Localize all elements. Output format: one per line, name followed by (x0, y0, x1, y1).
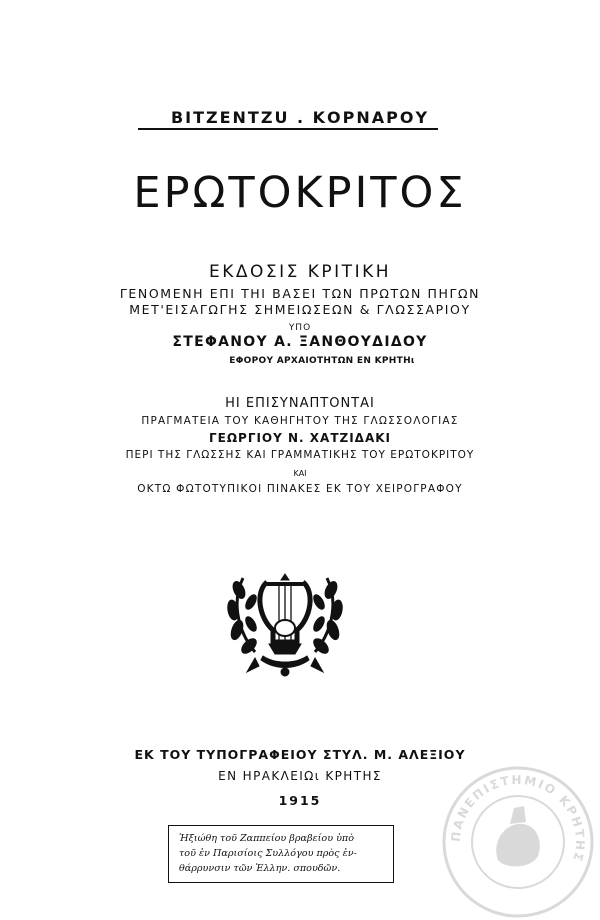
editor-name: ΣΤΕΦΑΝΟΥ Α. ΞΑΝΘΟΥΔΙΔΟΥ (172, 334, 428, 350)
printing-city: ΕΝ ΗΡΑΚΛΕΙΩι ΚΡΗΤΗΣ (218, 769, 382, 783)
lyre-ornament-icon (225, 568, 345, 680)
award-note-box (168, 825, 394, 883)
appendix-linguist: ΓΕΩΡΓΙΟΥ Ν. ΧΑΤΖΙΔΑΚΙ (208, 431, 392, 445)
award-note-line: τοῦ ἐν Παρισίοις Συλλόγου πρὸς ἐν- (179, 848, 357, 859)
stamp-text: ΠΑΝΕΠΙΣΤΗΜΙΟ ΚΡΗΤΗΣ (448, 772, 588, 865)
author-name: ΒΙΤΖΕΝΤΖU . ΚΟΡΝΑΡΟΥ (170, 108, 430, 127)
appendix-treatise: ΠΡΑΓΜΑΤΕΙΑ ΤΟΥ ΚΑΘΗΓΗΤΟΥ ΤΗΣ ΓΛΩΣΣΟΛΟΓΙΑΣ (141, 415, 459, 427)
by-label: ΥΠΟ (288, 323, 312, 333)
award-note-line: θάρρυνσιν τῶν Ἑλλην. σπουδῶν. (179, 863, 341, 874)
university-seal-icon (440, 764, 596, 920)
edition-basis: ΓΕΝΟΜΕΝΗ ΕΠΙ ΤΗΙ ΒΑΣΕΙ ΤΩΝ ΠΡΩΤΩΝ ΠΗΓΩΝ (119, 286, 481, 301)
appendix-heading: ΗΙ ΕΠΙΣΥΝΑΠΤΟΝΤΑΙ (225, 396, 375, 411)
edition-introduction: ΜΕΤ'ΕΙΣΑΓΩΓΗΣ ΣΗΜΕΙΩΣΕΩΝ & ΓΛΩΣΣΑΡΙΟΥ (129, 302, 471, 317)
award-note-line: Ἠξιώθη τοῦ Ζαππείου βραβείου ὑπὸ (179, 833, 354, 844)
appendix-about: ΠΕΡΙ ΤΗΣ ΓΛΩΣΣΗΣ ΚΑΙ ΓΡΑΜΜΑΤΙΚΗΣ ΤΟΥ ΕΡΩΤΟΚΡΙΤΟΥ (125, 449, 475, 461)
printer-imprint: ΕΚ ΤΟΥ ΤΥΠΟΓΡΑΦΕΙΟΥ ΣΤΥΛ. Μ. ΑΛΕΞΙΟΥ (134, 747, 466, 762)
appendix-and: ΚΑΙ (293, 469, 307, 478)
author-underline (138, 128, 438, 130)
book-title: ΕΡΩΤΟΚΡΙΤΟΣ (133, 168, 467, 218)
edition-subtitle: ΕΚΔΟΣΙΣ ΚΡΙΤΙΚΗ (208, 262, 392, 282)
appendix-plates: ΟΚΤΩ ΦΩΤΟΤΥΠΙΚΟΙ ΠΙΝΑΚΕΣ ΕΚ ΤΟΥ ΧΕΙΡΟΓΡΑΦΟΥ (137, 483, 463, 495)
publication-year: 1915 (278, 793, 322, 808)
editor-role: ΕΦΟΡΟΥ ΑΡΧΑΙΟΤΗΤΩΝ ΕΝ ΚΡΗΤΗι (229, 356, 415, 366)
